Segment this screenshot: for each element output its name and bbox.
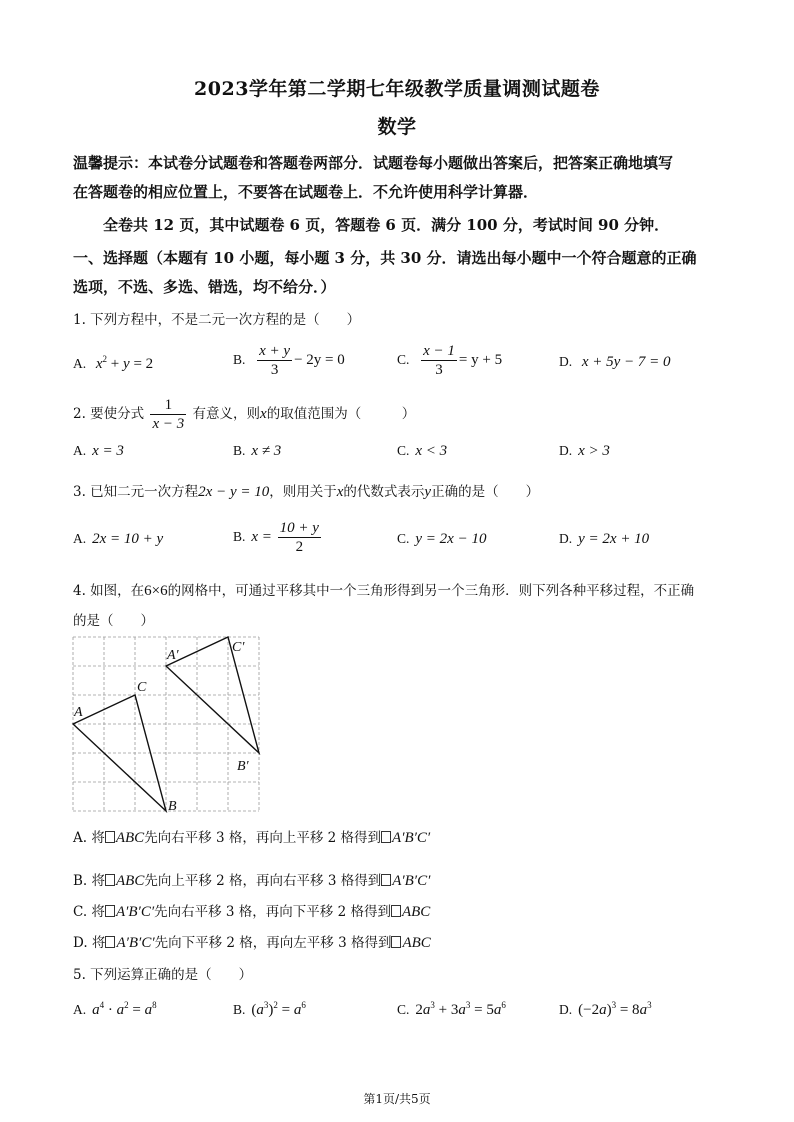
q4-stem-b: 的网格中，可通过平移其中一个三角形得到另一个三角形．则下列各种平移过程，不正确 [167, 583, 695, 599]
q2-option-b [233, 443, 281, 460]
q4-c-from: A′B′C′ [115, 904, 155, 920]
q3-option-c [397, 531, 486, 548]
q3-b-numerator: 10 + y [279, 520, 319, 536]
q5-option-c: C. $2a^3 + 3a^3 = 5a^6$ [397, 1000, 506, 1018]
q2-b-value: x ≠ 3 [251, 443, 282, 459]
q1-c-denominator: 3 [435, 362, 443, 378]
triangle-icon [105, 936, 115, 948]
q1-option-d [559, 354, 671, 371]
q4-a-to: A′B′C′ [392, 830, 431, 846]
q4-stem-line-1 [73, 579, 694, 600]
label-a: A [74, 705, 83, 720]
q4-option-b [73, 869, 430, 890]
q4-a-mid: 先向右平移 3 格，再向上平移 2 格得到 [144, 830, 382, 846]
q2-stem-c: 的取值范围为（ ） [266, 406, 416, 422]
q1-option-b [233, 342, 345, 379]
q1-c-rest: = y + 5 [458, 351, 503, 368]
q1-c-label: C. [397, 351, 410, 367]
q3-b-denominator: 2 [295, 539, 304, 555]
q1-b-rest: − 2y = 0 [294, 351, 345, 368]
q2-fraction [150, 396, 186, 433]
q2-frac-denominator: x − 3 [152, 416, 185, 432]
q3-a-value: 2x = 10 + y [92, 531, 164, 547]
q3-stem-y: y [424, 484, 432, 500]
q4-option-a [73, 826, 430, 847]
triangle-icon [381, 874, 391, 886]
triangle-icon [105, 905, 115, 917]
q4-d-mid: 先向下平移 2 格，再向左平移 3 格得到 [154, 935, 392, 951]
q3-stem-equation: 2x − y = 10 [198, 484, 270, 500]
q1-c-fraction [421, 342, 457, 379]
q2-c-value: x < 3 [415, 443, 448, 459]
q1-b-numerator: x + y [259, 343, 291, 359]
page-number: 第1页/共5页 [363, 1092, 431, 1106]
notice-line-3: 全卷共 12 页，其中试题卷 6 页，答题卷 6 页．满分 100 分，考试时间 90 分钟． [103, 216, 670, 234]
triangle-icon [105, 874, 115, 886]
q3-stem-b: ，则用关于 [269, 484, 337, 500]
q4-d-pre: D. 将 [73, 935, 106, 951]
section-heading-line-1: 一、选择题（本题有 10 小题，每小题 3 分，共 30 分．请选出每小题中一个符合题意的正确 [73, 249, 697, 267]
label-c: C [137, 680, 147, 695]
triangle-icon [391, 905, 401, 917]
q3-b-fraction [278, 519, 321, 556]
label-b: B [168, 799, 177, 814]
q2-option-d [559, 443, 610, 460]
notice-line-1: 温馨提示：本试卷分试题卷和答题卷两部分．试题卷每小题做出答案后，把答案正确地填写 [73, 154, 674, 172]
triangle-icon [105, 831, 115, 843]
q1-b-label: B. [233, 351, 246, 367]
label-a-prime: A′ [167, 648, 179, 663]
label-b-prime: B′ [237, 759, 249, 774]
grid-lines [73, 637, 259, 811]
q2-a-value: x = 3 [92, 443, 124, 459]
q2-option-c [397, 443, 447, 460]
q3-a-label: A. [73, 531, 87, 546]
q3-stem-x: x [336, 484, 344, 500]
q3-d-value: y = 2x + 10 [578, 531, 650, 547]
q4-grid-size: 6×6 [144, 583, 168, 599]
q3-stem-c: 的代数式表示 [343, 484, 425, 500]
q3-stem-a: 3. 已知二元一次方程 [73, 484, 199, 500]
q1-option-c [397, 342, 502, 379]
q2-stem-var: x [260, 406, 267, 422]
q1-d-expression: x + 5y − 7 = 0 [581, 354, 671, 370]
q4-b-mid: 先向上平移 2 格，再向右平移 3 格得到 [144, 873, 382, 889]
q5-option-a: A. $a^4 \cdot a^2 = a^8$ [73, 1000, 157, 1018]
q1-c-numerator: x − 1 [423, 343, 455, 359]
q3-option-a [73, 531, 163, 548]
q4-b-to: A′B′C′ [392, 873, 431, 889]
q5-c-label: C. [397, 1002, 410, 1017]
q2-a-label: A. [73, 443, 87, 458]
q4-b-from: ABC [116, 873, 145, 889]
triangle-icon [381, 831, 391, 843]
q5-d-label: D. [559, 1002, 573, 1017]
q2-d-value: x > 3 [578, 443, 610, 459]
label-c-prime: C′ [232, 640, 245, 655]
q4-a-from: ABC [115, 830, 145, 846]
q1-a-label: A. [73, 356, 87, 371]
q4-b-pre: B. 将 [73, 873, 106, 889]
q3-c-value: y = 2x − 10 [415, 531, 487, 547]
q4-stem-a: 4. 如图，在 [73, 583, 145, 599]
q3-stem [73, 480, 539, 501]
q4-a-pre: A. 将 [73, 830, 105, 846]
q2-stem-a: 2. 要使分式 [73, 406, 145, 422]
q2-d-label: D. [559, 443, 573, 458]
q4-grid-figure [70, 632, 270, 818]
q5-stem: 5. 下列运算正确的是（ ） [73, 967, 253, 983]
q2-frac-numerator: 1 [150, 396, 186, 415]
q4-option-d [73, 931, 431, 952]
q4-d-to: ABC [402, 935, 431, 951]
q4-stem-line-2: 的是（ ） [73, 613, 154, 629]
q4-c-to: ABC [401, 904, 431, 920]
q3-option-b [233, 519, 323, 556]
q1-b-denominator: 3 [270, 362, 279, 378]
q3-option-d [559, 531, 649, 548]
q1-b-fraction [257, 342, 292, 379]
q4-option-c [73, 900, 430, 921]
notice-line-2: 在答题卷的相应位置上，不要答在试题卷上．不允许使用科学计算器． [73, 183, 539, 201]
subject-title: 数学 [377, 116, 417, 138]
q1-stem: 1. 下列方程中，不是二元一次方程的是（ ） [73, 312, 361, 328]
q2-c-label: C. [397, 443, 410, 458]
q5-a-label: A. [73, 1002, 87, 1017]
q2-b-label: B. [233, 443, 246, 458]
q3-stem-d: 正确的是（ ） [431, 484, 540, 500]
q1-d-label: D. [559, 354, 573, 369]
q2-stem [73, 396, 415, 433]
q3-b-lhs: x = [251, 528, 272, 545]
q2-option-a [73, 443, 124, 460]
q4-d-from: A′B′C′ [116, 935, 155, 951]
exam-title: 2023学年第二学期七年级教学质量调测试题卷 [194, 78, 600, 100]
q4-c-mid: 先向右平移 3 格，再向下平移 2 格得到 [154, 904, 391, 920]
q5-option-d: D. $(-2a)^3 = 8a^3$ [559, 1000, 652, 1018]
triangle-icon [391, 936, 401, 948]
q2-stem-b: 有意义，则 [192, 406, 261, 422]
q3-c-label: C. [397, 531, 410, 546]
q3-b-label: B. [233, 528, 246, 544]
q4-c-pre: C. 将 [73, 904, 105, 920]
q1-option-a: A. $x^2 + y = 2$ [73, 354, 154, 372]
q5-option-b: B. $(a^3)^2 = a^6$ [233, 1000, 306, 1018]
section-heading-line-2: 选项，不选、多选、错选，均不给分．） [73, 278, 336, 296]
q3-d-label: D. [559, 531, 573, 546]
q5-b-label: B. [233, 1002, 246, 1017]
